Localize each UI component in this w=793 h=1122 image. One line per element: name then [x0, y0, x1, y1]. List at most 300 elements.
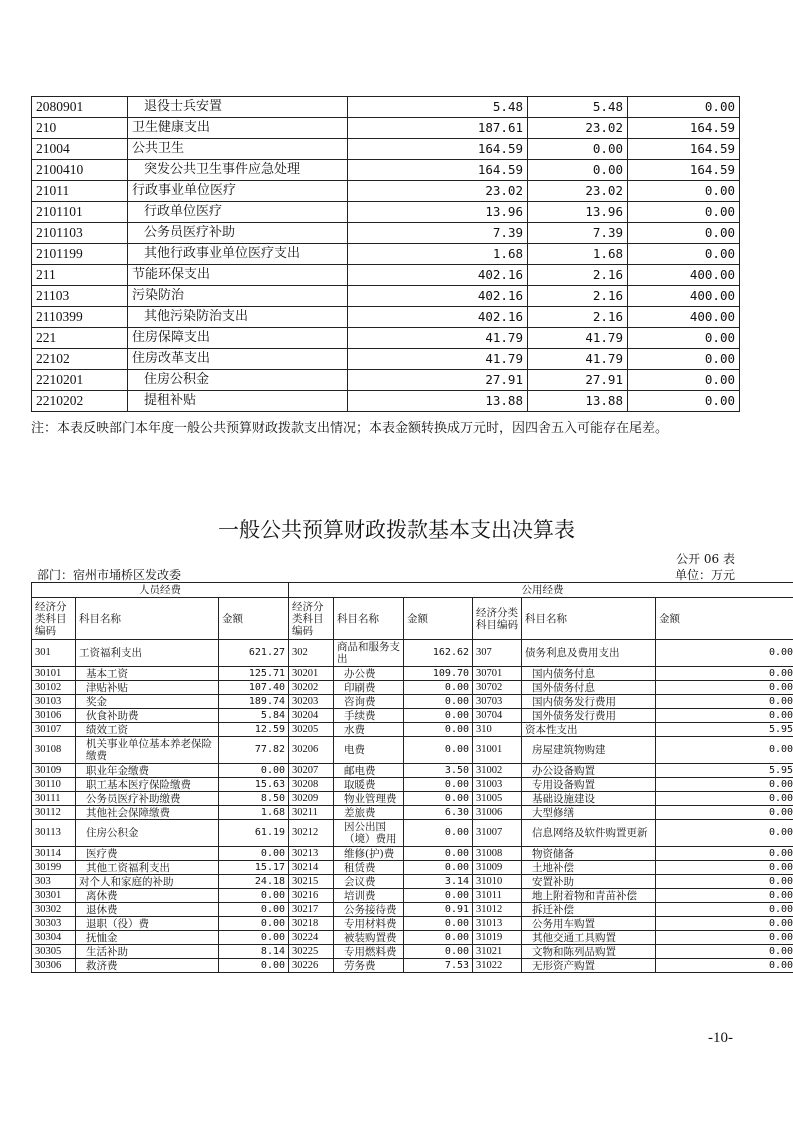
economic-code: 31007 [473, 820, 522, 847]
project-amount: 0.00 [628, 349, 740, 370]
basic-amount: 7.39 [528, 223, 628, 244]
subject-name: 基本工资 [76, 667, 219, 681]
table-row [32, 118, 740, 139]
subject-name: 其他社会保障缴费 [76, 806, 219, 820]
basic-amount: 2.16 [528, 307, 628, 328]
subject-name: 邮电费 [334, 764, 404, 778]
table-row [32, 681, 793, 695]
economic-code: 31002 [473, 764, 522, 778]
amount: 0.00 [404, 778, 473, 792]
table-row [32, 861, 793, 875]
subject-name: 其他行政事业单位医疗支出 [128, 244, 348, 265]
table-row [32, 349, 740, 370]
table-row [32, 778, 793, 792]
economic-code: 30207 [289, 764, 334, 778]
total-amount: 402.16 [348, 265, 528, 286]
subject-name: 公共卫生 [128, 139, 348, 160]
amount: 12.59 [219, 723, 289, 737]
project-amount: 0.00 [628, 391, 740, 412]
subject-name: 公务用车购置 [522, 917, 656, 931]
basic-amount: 41.79 [528, 328, 628, 349]
subject-name: 债务利息及费用支出 [522, 640, 656, 667]
economic-code: 30103 [32, 695, 76, 709]
amount: 0.00 [656, 681, 793, 695]
subject-name: 办公费 [334, 667, 404, 681]
economic-code: 31009 [473, 861, 522, 875]
table-row [32, 667, 793, 681]
project-amount: 164.59 [628, 139, 740, 160]
economic-code: 30212 [289, 820, 334, 847]
economic-code: 31022 [473, 959, 522, 973]
subject-name: 手续费 [334, 709, 404, 723]
table-row [32, 709, 793, 723]
subject-name: 救济费 [76, 959, 219, 973]
subject-name: 奖金 [76, 695, 219, 709]
project-amount: 400.00 [628, 265, 740, 286]
table-row [32, 764, 793, 778]
amount: 0.00 [404, 695, 473, 709]
amount: 0.00 [404, 889, 473, 903]
subject-name: 土地补偿 [522, 861, 656, 875]
amount: 61.19 [219, 820, 289, 847]
subject-name: 突发公共卫生事件应急处理 [128, 160, 348, 181]
subject-name: 安置补助 [522, 875, 656, 889]
amount: 0.00 [656, 806, 793, 820]
table-row [32, 723, 793, 737]
table-row [32, 959, 793, 973]
subject-name: 提租补贴 [128, 391, 348, 412]
economic-code: 30224 [289, 931, 334, 945]
economic-code: 30217 [289, 903, 334, 917]
subject-code: 2210201 [32, 370, 128, 391]
table-row [32, 917, 793, 931]
amount: 24.18 [219, 875, 289, 889]
total-amount: 1.68 [348, 244, 528, 265]
group-public: 公用经费 [289, 583, 793, 598]
economic-code: 30302 [32, 903, 76, 917]
table-row [32, 391, 740, 412]
amount: 0.00 [219, 959, 289, 973]
header-amount: 金额 [656, 598, 793, 640]
economic-code: 30109 [32, 764, 76, 778]
economic-code: 30702 [473, 681, 522, 695]
amount: 0.00 [219, 847, 289, 861]
amount: 0.00 [656, 640, 793, 667]
basic-amount: 2.16 [528, 265, 628, 286]
economic-code: 30102 [32, 681, 76, 695]
economic-code: 30106 [32, 709, 76, 723]
economic-code: 30206 [289, 737, 334, 764]
total-amount: 402.16 [348, 307, 528, 328]
total-amount: 187.61 [348, 118, 528, 139]
subject-name: 办公设备购置 [522, 764, 656, 778]
subject-name: 取暖费 [334, 778, 404, 792]
expenditure-detail-table [31, 96, 740, 412]
amount: 0.00 [656, 737, 793, 764]
subject-code: 211 [32, 265, 128, 286]
amount: 0.91 [404, 903, 473, 917]
economic-code: 30304 [32, 931, 76, 945]
project-amount: 0.00 [628, 202, 740, 223]
economic-code: 31011 [473, 889, 522, 903]
project-amount: 164.59 [628, 160, 740, 181]
table-row [32, 889, 793, 903]
economic-code: 31003 [473, 778, 522, 792]
amount: 77.82 [219, 737, 289, 764]
amount: 0.00 [219, 931, 289, 945]
table-row [32, 737, 793, 764]
economic-code: 30201 [289, 667, 334, 681]
subject-code: 2100410 [32, 160, 128, 181]
project-amount: 0.00 [628, 244, 740, 265]
subject-name: 公务员医疗补助 [128, 223, 348, 244]
expenditure-detail-body [32, 97, 740, 412]
subject-name: 水费 [334, 723, 404, 737]
amount: 0.00 [219, 917, 289, 931]
subject-name: 基础设施建设 [522, 792, 656, 806]
amount: 0.00 [404, 931, 473, 945]
amount: 0.00 [656, 792, 793, 806]
subject-name: 对个人和家庭的补助 [76, 875, 219, 889]
subject-name: 绩效工资 [76, 723, 219, 737]
table-row [32, 875, 793, 889]
economic-code: 30703 [473, 695, 522, 709]
amount: 0.00 [219, 764, 289, 778]
economic-code: 303 [32, 875, 76, 889]
amount: 3.14 [404, 875, 473, 889]
amount: 189.74 [219, 695, 289, 709]
amount: 0.00 [656, 820, 793, 847]
project-amount: 400.00 [628, 307, 740, 328]
economic-code: 30209 [289, 792, 334, 806]
amount: 107.40 [219, 681, 289, 695]
subject-name: 地上附着物和青苗补偿 [522, 889, 656, 903]
economic-code: 30213 [289, 847, 334, 861]
table-row [32, 806, 793, 820]
subject-name: 职工基本医疗保险缴费 [76, 778, 219, 792]
amount: 0.00 [656, 695, 793, 709]
subject-name: 专用燃料费 [334, 945, 404, 959]
economic-code: 301 [32, 640, 76, 667]
table-row [32, 931, 793, 945]
subject-name: 公务接待费 [334, 903, 404, 917]
total-amount: 13.96 [348, 202, 528, 223]
amount: 5.95 [656, 764, 793, 778]
amount: 5.84 [219, 709, 289, 723]
total-amount: 402.16 [348, 286, 528, 307]
total-amount: 13.88 [348, 391, 528, 412]
subject-name: 咨询费 [334, 695, 404, 709]
column-header-row [32, 598, 793, 640]
project-amount: 400.00 [628, 286, 740, 307]
table-row [32, 244, 740, 265]
economic-code: 30301 [32, 889, 76, 903]
basic-amount: 13.96 [528, 202, 628, 223]
subject-name: 国外债务付息 [522, 681, 656, 695]
header-name: 科目名称 [522, 598, 656, 640]
subject-name: 培训费 [334, 889, 404, 903]
subject-name: 职业年金缴费 [76, 764, 219, 778]
table-row [32, 820, 793, 847]
economic-code: 31013 [473, 917, 522, 931]
subject-name: 劳务费 [334, 959, 404, 973]
subject-name: 印刷费 [334, 681, 404, 695]
subject-name: 住房公积金 [76, 820, 219, 847]
subject-code: 2080901 [32, 97, 128, 118]
amount: 0.00 [404, 917, 473, 931]
economic-code: 31021 [473, 945, 522, 959]
subject-code: 210 [32, 118, 128, 139]
economic-code: 30208 [289, 778, 334, 792]
amount: 15.63 [219, 778, 289, 792]
amount: 0.00 [656, 847, 793, 861]
subject-name: 住房公积金 [128, 370, 348, 391]
project-amount: 0.00 [628, 97, 740, 118]
basic-amount: 41.79 [528, 349, 628, 370]
group-personnel: 人员经费 [32, 583, 289, 598]
table-row [32, 328, 740, 349]
amount: 0.00 [656, 931, 793, 945]
subject-name: 退休费 [76, 903, 219, 917]
subject-code: 21103 [32, 286, 128, 307]
table-row [32, 139, 740, 160]
economic-code: 31012 [473, 903, 522, 917]
amount: 0.00 [219, 889, 289, 903]
table-row [32, 181, 740, 202]
economic-code: 31010 [473, 875, 522, 889]
economic-code: 31001 [473, 737, 522, 764]
amount: 6.30 [404, 806, 473, 820]
economic-code: 30215 [289, 875, 334, 889]
subject-name: 差旅费 [334, 806, 404, 820]
amount: 0.00 [404, 723, 473, 737]
amount: 0.00 [404, 737, 473, 764]
total-amount: 41.79 [348, 349, 528, 370]
economic-code: 310 [473, 723, 522, 737]
amount: 0.00 [404, 945, 473, 959]
subject-name: 会议费 [334, 875, 404, 889]
table-row [32, 286, 740, 307]
amount: 1.68 [219, 806, 289, 820]
basic-amount: 23.02 [528, 118, 628, 139]
amount: 125.71 [219, 667, 289, 681]
subject-code: 2210202 [32, 391, 128, 412]
economic-code: 31005 [473, 792, 522, 806]
subject-name: 拆迁补偿 [522, 903, 656, 917]
economic-code: 30211 [289, 806, 334, 820]
table-row [32, 265, 740, 286]
subject-code: 2101199 [32, 244, 128, 265]
economic-code: 30214 [289, 861, 334, 875]
economic-code: 30202 [289, 681, 334, 695]
amount: 162.62 [404, 640, 473, 667]
amount: 7.53 [404, 959, 473, 973]
subject-name: 其他工资福利支出 [76, 861, 219, 875]
total-amount: 41.79 [348, 328, 528, 349]
subject-code: 2101101 [32, 202, 128, 223]
table-row [32, 223, 740, 244]
amount: 0.00 [656, 945, 793, 959]
table-row [32, 97, 740, 118]
department-label: 部门：宿州市埇桥区发改委 [37, 568, 182, 582]
amount: 0.00 [656, 667, 793, 681]
total-amount: 5.48 [348, 97, 528, 118]
basic-expenditure-body [32, 583, 793, 973]
project-amount: 0.00 [628, 328, 740, 349]
economic-code: 31008 [473, 847, 522, 861]
amount: 0.00 [656, 875, 793, 889]
economic-code: 30701 [473, 667, 522, 681]
economic-code: 30203 [289, 695, 334, 709]
table-row [32, 945, 793, 959]
basic-amount: 5.48 [528, 97, 628, 118]
subject-name: 医疗费 [76, 847, 219, 861]
amount: 5.95 [656, 723, 793, 737]
economic-code: 30303 [32, 917, 76, 931]
subject-name: 抚恤金 [76, 931, 219, 945]
economic-code: 30306 [32, 959, 76, 973]
subject-name: 卫生健康支出 [128, 118, 348, 139]
subject-name: 维修(护)费 [334, 847, 404, 861]
amount: 0.00 [656, 889, 793, 903]
subject-name: 大型修缮 [522, 806, 656, 820]
amount: 0.00 [404, 792, 473, 806]
economic-code: 30704 [473, 709, 522, 723]
table-number: 公开 06 表 [676, 552, 735, 566]
economic-code: 30205 [289, 723, 334, 737]
economic-code: 30204 [289, 709, 334, 723]
header-name: 科目名称 [334, 598, 404, 640]
economic-code: 30225 [289, 945, 334, 959]
total-amount: 164.59 [348, 160, 528, 181]
header-code: 经济分类科目编码 [473, 598, 522, 640]
subject-name: 住房改革支出 [128, 349, 348, 370]
basic-amount: 0.00 [528, 139, 628, 160]
subject-name: 退役士兵安置 [128, 97, 348, 118]
amount: 0.00 [656, 959, 793, 973]
subject-code: 2101103 [32, 223, 128, 244]
subject-name: 信息网络及软件购置更新 [522, 820, 656, 847]
amount: 3.50 [404, 764, 473, 778]
amount: 0.00 [404, 820, 473, 847]
economic-code: 30216 [289, 889, 334, 903]
subject-name: 因公出国（境）费用 [334, 820, 404, 847]
economic-code: 307 [473, 640, 522, 667]
subject-name: 国外债务发行费用 [522, 709, 656, 723]
subject-code: 21004 [32, 139, 128, 160]
subject-name: 住房保障支出 [128, 328, 348, 349]
basic-amount: 0.00 [528, 160, 628, 181]
table-row [32, 370, 740, 391]
economic-code: 30226 [289, 959, 334, 973]
subject-name: 津贴补贴 [76, 681, 219, 695]
subject-name: 文物和陈列品购置 [522, 945, 656, 959]
amount: 0.00 [656, 778, 793, 792]
header-amount: 金额 [219, 598, 289, 640]
basic-amount: 2.16 [528, 286, 628, 307]
subject-name: 生活补助 [76, 945, 219, 959]
basic-amount: 23.02 [528, 181, 628, 202]
header-amount: 金额 [404, 598, 473, 640]
subject-name: 工资福利支出 [76, 640, 219, 667]
subject-name: 伙食补助费 [76, 709, 219, 723]
economic-code: 31006 [473, 806, 522, 820]
economic-code: 30108 [32, 737, 76, 764]
amount: 0.00 [656, 861, 793, 875]
amount: 8.14 [219, 945, 289, 959]
table-row [32, 903, 793, 917]
basic-amount: 13.88 [528, 391, 628, 412]
project-amount: 164.59 [628, 118, 740, 139]
subject-name: 退职（役）费 [76, 917, 219, 931]
amount: 0.00 [404, 861, 473, 875]
subject-name: 污染防治 [128, 286, 348, 307]
table-row [32, 307, 740, 328]
subject-code: 22102 [32, 349, 128, 370]
table-note: 注：本表反映部门本年度一般公共预算财政拨款支出情况；本表金额转换成万元时，因四舍五入可能存在尾差。 [31, 421, 669, 436]
table-row [32, 160, 740, 181]
total-amount: 7.39 [348, 223, 528, 244]
economic-code: 30111 [32, 792, 76, 806]
economic-code: 30113 [32, 820, 76, 847]
amount: 15.17 [219, 861, 289, 875]
subject-name: 行政事业单位医疗 [128, 181, 348, 202]
basic-amount: 1.68 [528, 244, 628, 265]
subject-name: 机关事业单位基本养老保险缴费 [76, 737, 219, 764]
subject-name: 公务员医疗补助缴费 [76, 792, 219, 806]
economic-code: 30110 [32, 778, 76, 792]
economic-code: 30199 [32, 861, 76, 875]
amount: 0.00 [404, 681, 473, 695]
amount: 0.00 [404, 847, 473, 861]
subject-code: 2110399 [32, 307, 128, 328]
amount: 8.50 [219, 792, 289, 806]
economic-code: 30305 [32, 945, 76, 959]
page-title: 一般公共预算财政拨款基本支出决算表 [218, 518, 575, 542]
subject-name: 资本性支出 [522, 723, 656, 737]
subject-name: 物资储备 [522, 847, 656, 861]
subject-name: 节能环保支出 [128, 265, 348, 286]
economic-code: 30114 [32, 847, 76, 861]
table-row [32, 792, 793, 806]
header-code: 经济分类科目编码 [32, 598, 76, 640]
economic-code: 30112 [32, 806, 76, 820]
project-amount: 0.00 [628, 181, 740, 202]
subject-code: 21011 [32, 181, 128, 202]
subject-name: 电费 [334, 737, 404, 764]
subject-name: 被装购置费 [334, 931, 404, 945]
project-amount: 0.00 [628, 370, 740, 391]
subject-name: 无形资产购置 [522, 959, 656, 973]
subject-name: 行政单位医疗 [128, 202, 348, 223]
subject-name: 专用材料费 [334, 917, 404, 931]
table-row [32, 640, 793, 667]
unit-label: 单位：万元 [674, 568, 735, 582]
header-name: 科目名称 [76, 598, 219, 640]
amount: 0.00 [656, 709, 793, 723]
subject-name: 物业管理费 [334, 792, 404, 806]
amount: 0.00 [656, 903, 793, 917]
total-amount: 23.02 [348, 181, 528, 202]
subject-name: 房屋建筑物购建 [522, 737, 656, 764]
economic-code: 30107 [32, 723, 76, 737]
page-number: -10- [708, 1030, 733, 1046]
economic-code: 30218 [289, 917, 334, 931]
total-amount: 27.91 [348, 370, 528, 391]
basic-amount: 27.91 [528, 370, 628, 391]
amount: 0.00 [219, 903, 289, 917]
subject-name: 国内债务发行费用 [522, 695, 656, 709]
